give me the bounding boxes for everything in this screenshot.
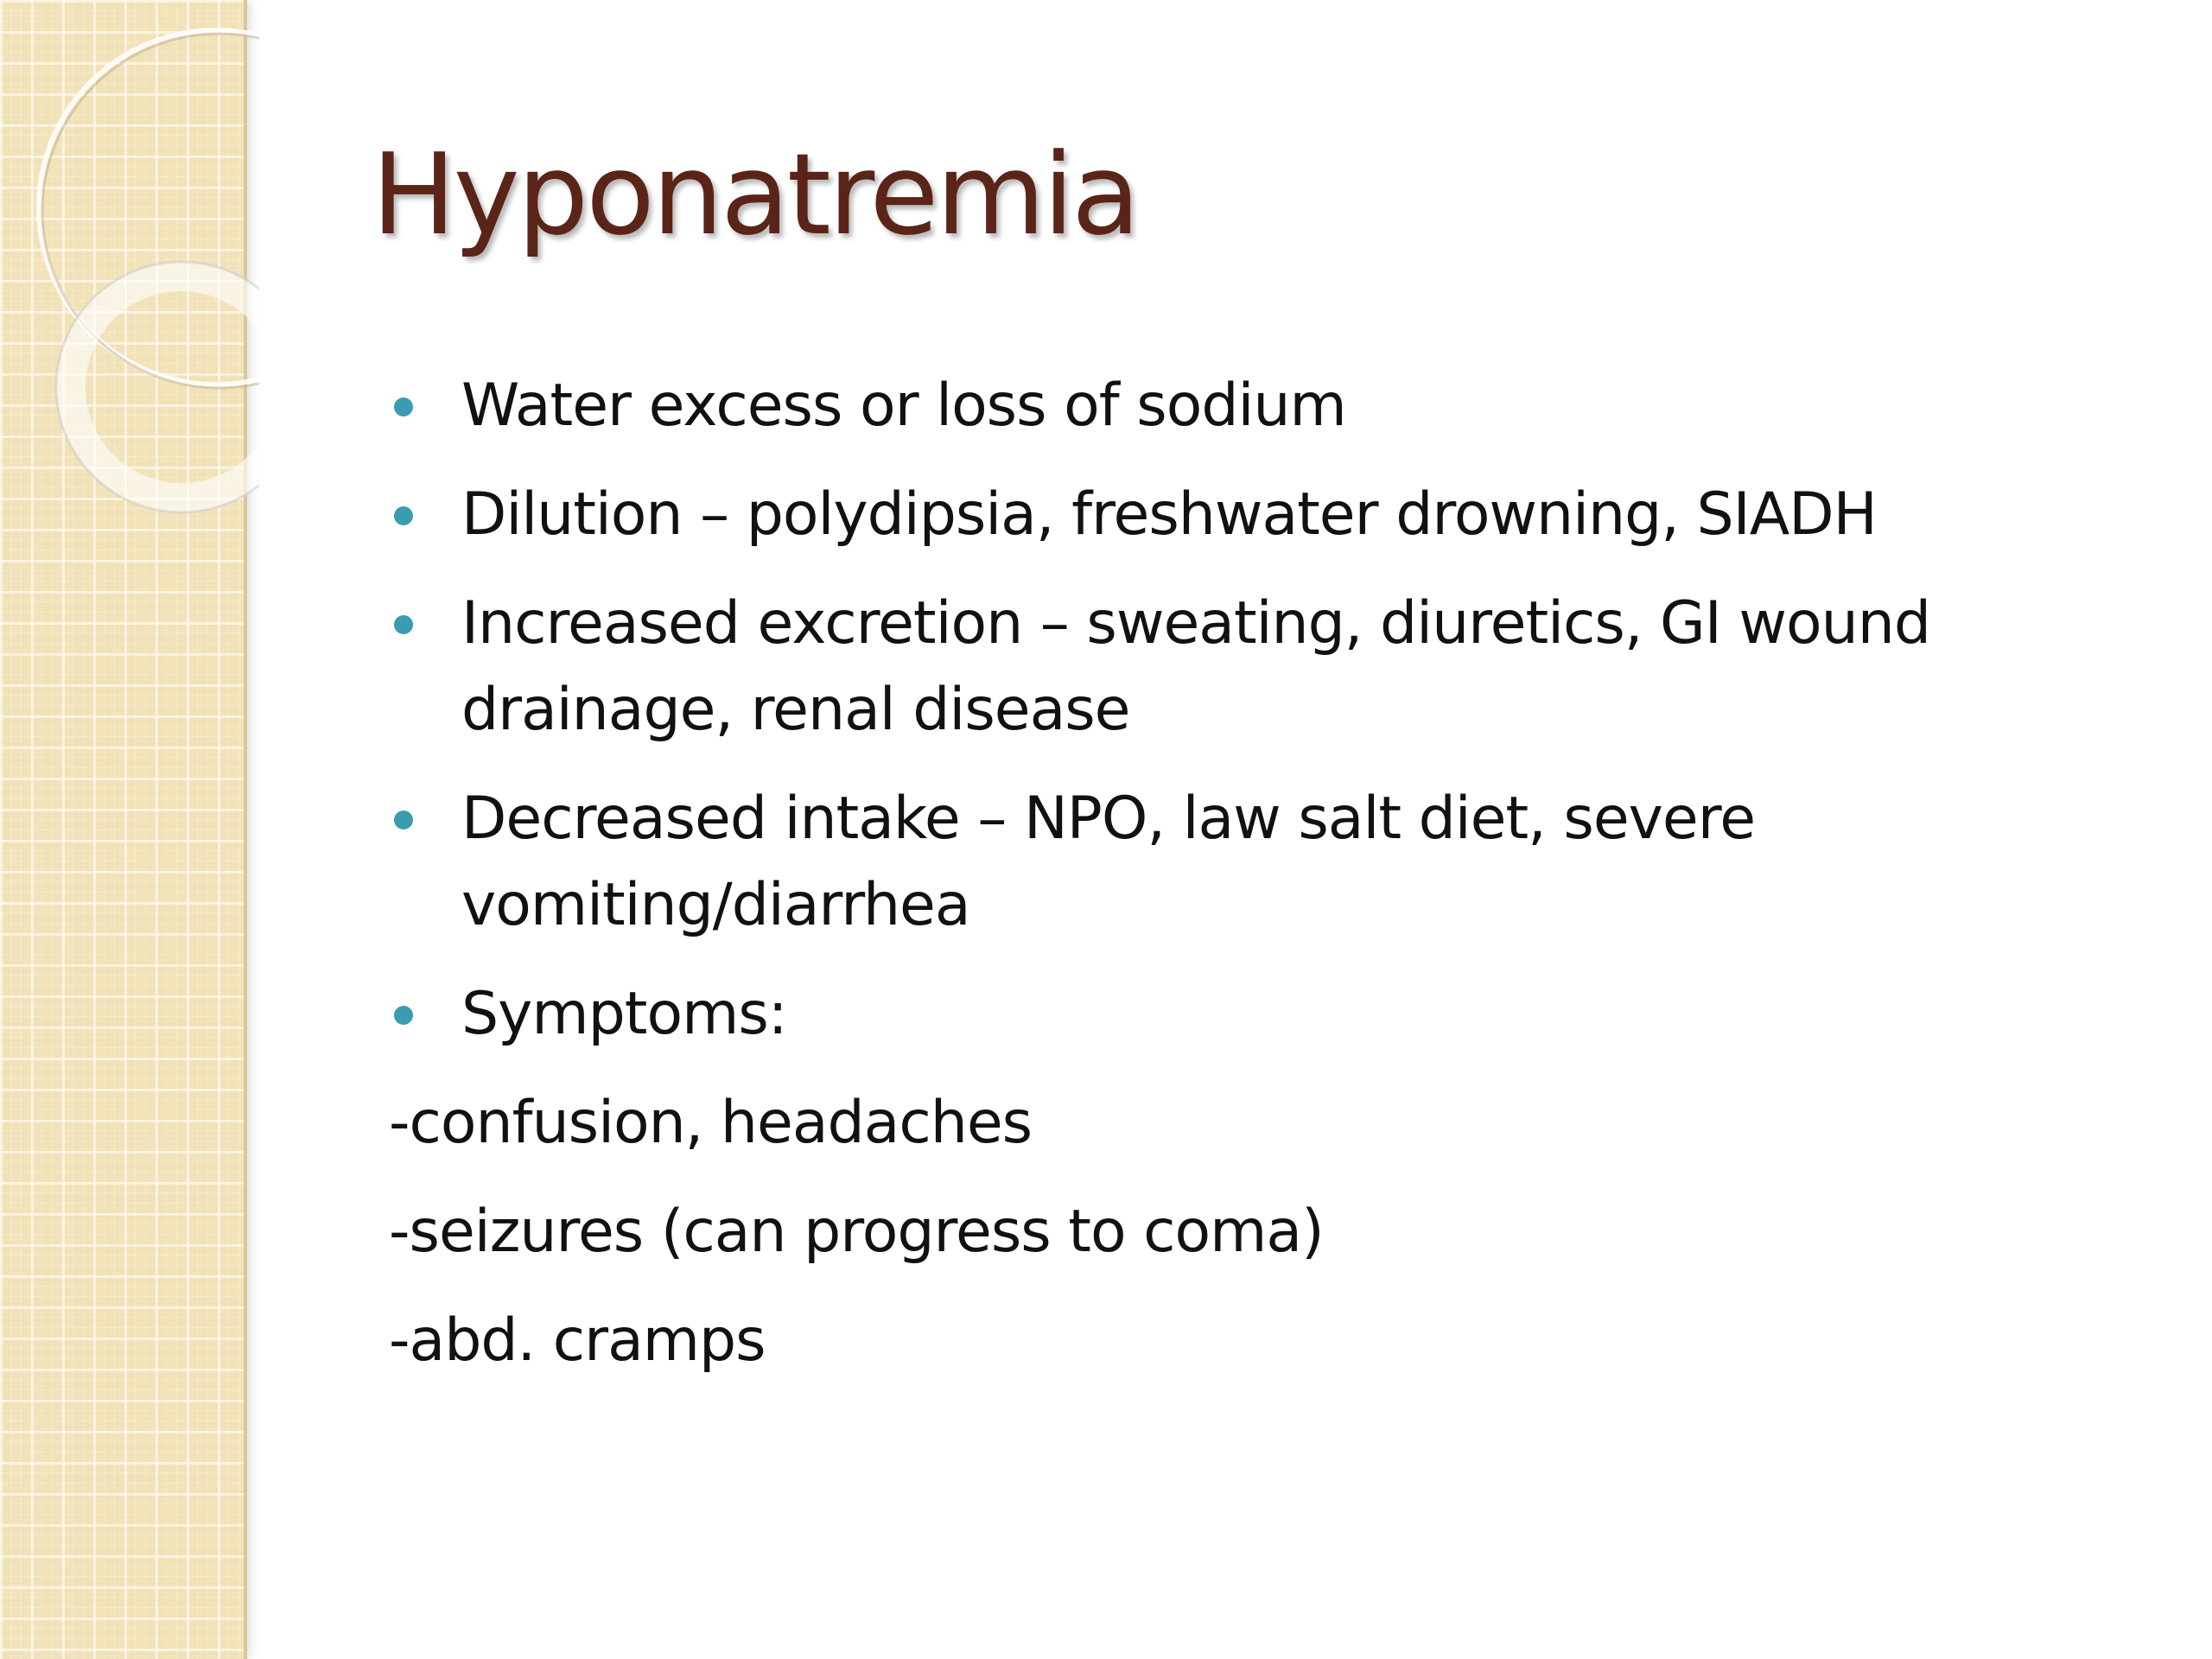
bullet-text: Water excess or loss of sodium [461,372,1346,440]
symptom-lines [389,1080,2074,1384]
bullet-dot-icon [394,615,413,634]
symptom-line: -abd. cramps [389,1306,766,1375]
bullet-dot-icon [394,397,413,416]
decorative-rings [0,0,259,553]
bullet-item [389,581,2074,753]
bullet-dot-icon [394,506,413,525]
bullet-item [389,971,2074,1058]
slide-body [389,363,2074,1407]
bullet-item [389,776,2074,949]
symptom-line: -confusion, headaches [389,1089,1033,1157]
bullet-item [389,472,2074,558]
bullet-item [389,363,2074,449]
bullet-dot-icon [394,1006,413,1025]
bullet-text: Symptoms: [461,980,787,1048]
slide-title: Hyponatremia [372,129,1138,260]
bullet-text: Dilution – polydipsia, freshwater drowning, SIADH [461,480,1877,549]
bullet-dot-icon [394,810,413,830]
bullet-text: Increased excretion – sweating, diuretics, GI wound drainage, renal disease [461,589,1930,744]
bullet-list [389,363,2074,1058]
bullet-text: Decreased intake – NPO, law salt diet, severe vomiting/diarrhea [461,785,1756,939]
symptom-line: -seizures (can progress to coma) [389,1198,1324,1266]
